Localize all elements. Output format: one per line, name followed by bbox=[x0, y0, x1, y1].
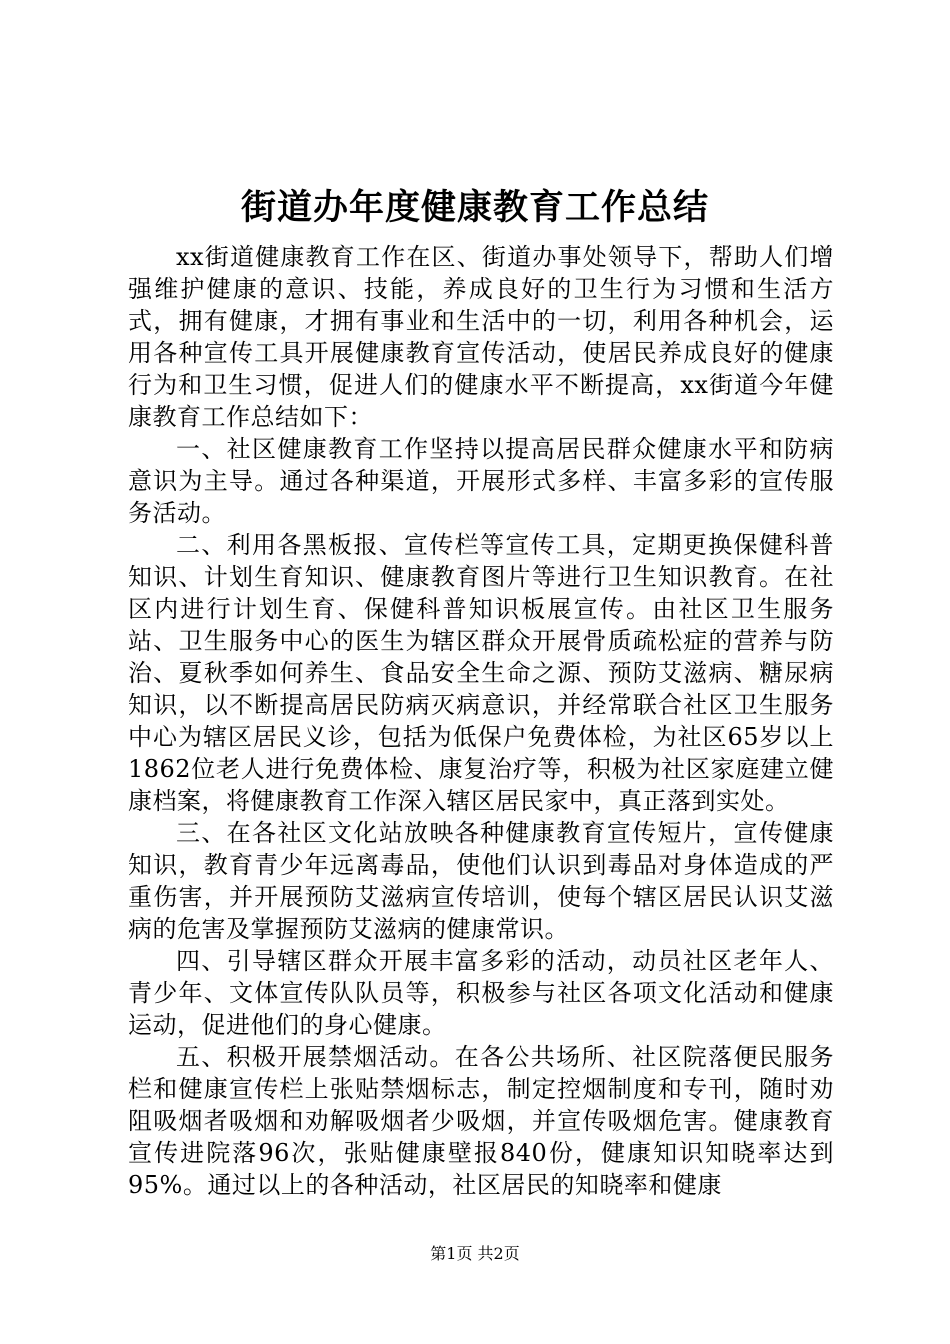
document-title: 街道办年度健康教育工作总结 bbox=[240, 187, 709, 228]
page-number-footer: 第1页 共2页 bbox=[430, 1244, 520, 1263]
section-one-paragraph: 一、社区健康教育工作坚持以提高居民群众健康水平和防病意识为主导。通过各种渠道，开展形式多样、丰富多彩的宣传服务活动。 bbox=[128, 435, 834, 527]
document-body bbox=[128, 241, 834, 1201]
section-two-paragraph: 二、利用各黑板报、宣传栏等宣传工具，定期更换保健科普知识、计划生育知识、健康教育图片等进行卫生知识教育。在社区内进行计划生育、保健科普知识板展宣传。由社区卫生服务站、卫生服务中心的医生为辖区群众开展骨质疏松症的营养与防治、夏秋季如何养生、食品安全生命之源、预防艾滋病、糖尿病知识，以不断提高居民防病灭病意识，并经常联合社区卫生服务中心为辖区居民义诊，包括为低保户免费体检，为社区65岁以上1862位老人进行免费体检、康复治疗等，积极为社区家庭建立健康档案，将健康教育工作深入辖区居民家中，真正落到实处。 bbox=[128, 531, 834, 815]
intro-paragraph: xx街道健康教育工作在区、街道办事处领导下，帮助人们增强维护健康的意识、技能，养成良好的卫生行为习惯和生活方式，拥有健康，才拥有事业和生活中的一切，利用各种机会，运用各种宣传工具开展健康教育宣传活动，使居民养成良好的健康行为和卫生习惯，促进人们的健康水平不断提高，xx街道今年健康教育工作总结如下： bbox=[128, 243, 834, 431]
section-three-paragraph: 三、在各社区文化站放映各种健康教育宣传短片，宣传健康知识，教育青少年远离毒品，使他们认识到毒品对身体造成的严重伤害，并开展预防艾滋病宣传培训，使每个辖区居民认识艾滋病的危害及掌握预防艾滋病的健康常识。 bbox=[128, 819, 834, 943]
section-four-paragraph: 四、引导辖区群众开展丰富多彩的活动，动员社区老年人、青少年、文体宣传队队员等，积极参与社区各项文化活动和健康运动，促进他们的身心健康。 bbox=[128, 947, 834, 1039]
section-five-paragraph: 五、积极开展禁烟活动。在各公共场所、社区院落便民服务栏和健康宣传栏上张贴禁烟标志，制定控烟制度和专刊，随时劝阻吸烟者吸烟和劝解吸烟者少吸烟，并宣传吸烟危害。健康教育宣传进院落96次，张贴健康壁报840份，健康知识知晓率达到95%。通过以上的各种活动，社区居民的知晓率和健康 bbox=[128, 1043, 834, 1199]
